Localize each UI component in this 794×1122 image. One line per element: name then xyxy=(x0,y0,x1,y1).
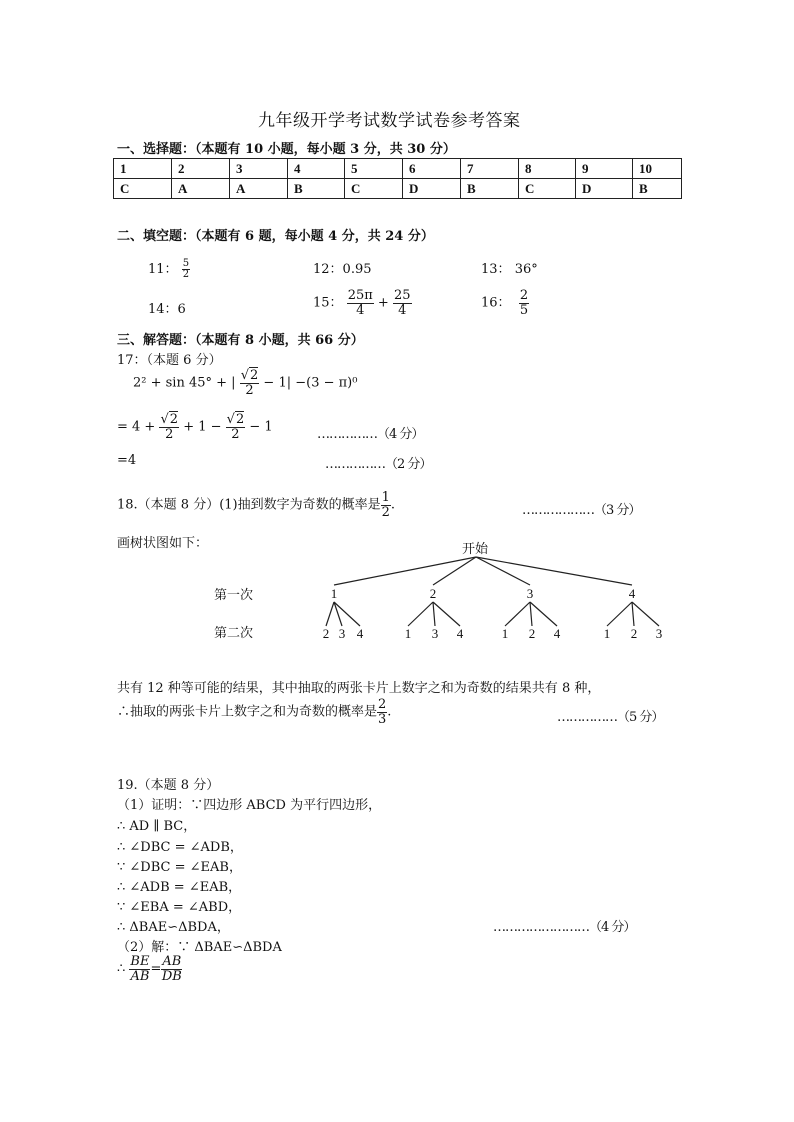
q19-ratio xyxy=(117,955,182,983)
q17-step1 xyxy=(117,413,273,441)
denominator: 5 xyxy=(519,302,529,318)
answer-11 xyxy=(148,258,190,281)
q18-result: 共有 12 种等可能的结果，其中抽取的两张卡片上数字之和为奇数的结果共有 8 种， xyxy=(117,681,601,696)
tree-node-second: 4 xyxy=(356,626,364,641)
section3-heading: 三、解答题：（本题有 8 小题，共 66 分） xyxy=(117,333,364,348)
numerator: 5 xyxy=(182,257,190,269)
tree-branches xyxy=(326,557,659,626)
q19-score: ……………………（4 分） xyxy=(493,920,636,935)
q17-score-1: ……………（4 分） xyxy=(317,427,424,442)
table-cell: 10 xyxy=(633,159,682,179)
answer-12 xyxy=(313,258,372,277)
tree-branch xyxy=(326,602,334,626)
denominator: DB xyxy=(161,968,182,984)
q19-line: ∴ ∠ADB = ∠EAB， xyxy=(117,880,242,895)
period: . xyxy=(390,497,396,513)
tree-branch xyxy=(632,602,634,626)
denominator: 2 xyxy=(231,426,240,442)
denominator: 2 xyxy=(165,426,174,442)
q19-line: （2）解：∵ ΔBAE∽ΔBDA xyxy=(117,940,282,955)
table-cell: D xyxy=(576,179,633,199)
answer-label: 15： xyxy=(313,295,343,311)
answer-14 xyxy=(148,298,186,317)
answer-15 xyxy=(313,289,412,317)
tree-node-second: 4 xyxy=(553,626,561,641)
table-cell: A xyxy=(172,179,230,199)
fraction xyxy=(159,413,179,441)
tree-branch xyxy=(632,602,659,626)
tree-root-label: 开始 xyxy=(462,541,489,556)
numerator: √2 xyxy=(226,412,245,427)
denominator: 2 xyxy=(245,382,254,398)
table-cell: 5 xyxy=(345,159,403,179)
table-cell: C xyxy=(345,179,403,199)
q19-label: 19.（本题 8 分） xyxy=(117,778,220,793)
answer-label: 13： xyxy=(481,262,511,277)
numerator: AB xyxy=(162,954,182,969)
tree-node-second: 3 xyxy=(338,626,346,641)
table-cell: 2 xyxy=(172,159,230,179)
tree-node-first: 2 xyxy=(429,586,437,601)
numerator: √2 xyxy=(240,368,259,383)
tree-node-first: 1 xyxy=(330,586,338,601)
fraction xyxy=(519,289,529,317)
tree-branch xyxy=(408,602,433,626)
q17-label: 17：（本题 6 分） xyxy=(117,353,222,368)
q19-line: ∵ ∠EBA = ∠ABD， xyxy=(117,900,242,915)
radicand: 2 xyxy=(250,368,259,383)
tree-branch xyxy=(476,557,530,585)
denominator: AB xyxy=(130,968,150,984)
table-cell: 1 xyxy=(114,159,172,179)
fraction xyxy=(161,955,182,983)
tree-diagram xyxy=(0,535,794,655)
denominator: 3 xyxy=(378,711,387,727)
therefore-sign: ∴ xyxy=(117,961,126,977)
equals-sign: = xyxy=(150,961,162,977)
fraction xyxy=(129,955,150,983)
q19-line: ∴ AD ∥ BC， xyxy=(117,819,197,834)
answer-label: 12： xyxy=(313,262,343,277)
numerator: 2 xyxy=(378,697,387,712)
table-cell: 9 xyxy=(576,159,633,179)
tree-nodes xyxy=(323,586,663,641)
answer-table xyxy=(113,158,682,199)
numerator: 25 xyxy=(393,288,411,303)
fraction xyxy=(240,369,260,397)
tree-node-second: 4 xyxy=(456,626,464,641)
fraction xyxy=(381,491,391,519)
denominator: 2 xyxy=(182,269,190,280)
page-title: 九年级开学考试数学试卷参考答案 xyxy=(258,111,521,131)
table-cell: 8 xyxy=(519,159,576,179)
expr-part: + 1 − xyxy=(183,419,222,435)
q19-line: （1）证明：∵四边形 ABCD 为平行四边形， xyxy=(117,798,382,813)
tree-node-second: 1 xyxy=(404,626,412,641)
table-cell: 3 xyxy=(230,159,288,179)
table-cell: D xyxy=(403,179,461,199)
tree-intro: 画树状图如下： xyxy=(117,536,209,551)
q19-line: ∴ ∠DBC = ∠ADB， xyxy=(117,840,243,855)
tree-node-second: 2 xyxy=(322,626,330,641)
tree-level2-label: 第二次 xyxy=(214,625,254,640)
tree-node-second: 3 xyxy=(655,626,663,641)
expr-part: = 4 + xyxy=(117,419,156,435)
table-cell: 4 xyxy=(288,159,345,179)
expr-part: − 1 xyxy=(249,419,273,435)
q19-line: ∴ ΔBAE∽ΔBDA， xyxy=(117,920,230,935)
radicand: 2 xyxy=(235,412,245,427)
period: . xyxy=(387,704,392,720)
tree-branch xyxy=(433,602,435,626)
answer-value: 36° xyxy=(514,262,538,277)
numerator: 25π xyxy=(347,288,373,303)
numerator: 2 xyxy=(519,288,529,303)
answer-label: 11： xyxy=(148,262,178,277)
tree-node-first: 3 xyxy=(526,586,534,601)
q18-text: 18.（本题 8 分）(1)抽到数字为奇数的概率是 xyxy=(117,497,381,513)
tree-branch xyxy=(530,602,532,626)
answer-13 xyxy=(481,258,538,277)
table-cell: 7 xyxy=(461,159,519,179)
q17-expression xyxy=(133,369,357,397)
fraction xyxy=(377,698,387,726)
answer-value: 6 xyxy=(177,302,186,317)
table-cell: B xyxy=(288,179,345,199)
answer-table-numbers-row xyxy=(114,159,682,179)
numerator: √2 xyxy=(160,412,179,427)
answer-16 xyxy=(481,289,529,317)
q17-step2: =4 xyxy=(117,453,137,468)
fraction xyxy=(226,413,246,441)
q18-score-2: ……………（5 分） xyxy=(557,710,664,725)
section2-heading: 二、填空题：（本题有 6 题，每小题 4 分，共 24 分） xyxy=(117,229,434,244)
answer-value: 0.95 xyxy=(342,262,372,277)
tree-branch xyxy=(505,602,530,626)
table-cell: 6 xyxy=(403,159,461,179)
tree-branch xyxy=(607,602,632,626)
expr-part: − 1| −(3 − π)⁰ xyxy=(263,375,358,391)
q18-conclusion xyxy=(117,698,391,726)
numerator: BE xyxy=(130,954,150,969)
tree-node-first: 4 xyxy=(628,586,636,601)
fraction xyxy=(393,289,412,317)
table-cell: A xyxy=(230,179,288,199)
tree-branch xyxy=(433,602,460,626)
table-cell: C xyxy=(114,179,172,199)
q18-text: ∴抽取的两张卡片上数字之和为奇数的概率是 xyxy=(117,704,378,720)
denominator: 2 xyxy=(381,504,390,520)
answer-label: 16： xyxy=(481,295,511,311)
tree-node-second: 2 xyxy=(528,626,536,641)
q18-line1 xyxy=(117,491,395,519)
tree-node-second: 1 xyxy=(501,626,509,641)
denominator: 4 xyxy=(356,302,365,318)
tree-node-second: 1 xyxy=(603,626,611,641)
q18-score-1: ………………（3 分） xyxy=(522,503,641,518)
table-cell: B xyxy=(461,179,519,199)
answer-table-answers-row xyxy=(114,179,682,199)
q17-score-2: ……………（2 分） xyxy=(325,457,432,472)
tree-branch xyxy=(476,557,632,585)
answer-label: 14： xyxy=(148,302,178,317)
fraction xyxy=(347,289,374,317)
table-cell: B xyxy=(633,179,682,199)
plus-sign: + xyxy=(377,295,389,311)
expr-part: 2² + sin 45° + | xyxy=(133,375,236,391)
tree-branch xyxy=(530,602,557,626)
section1-heading: 一、选择题：（本题有 10 小题，每小题 3 分，共 30 分） xyxy=(117,142,456,157)
tree-node-second: 3 xyxy=(431,626,439,641)
tree-node-second: 2 xyxy=(630,626,638,641)
denominator: 4 xyxy=(398,302,407,318)
table-cell: C xyxy=(519,179,576,199)
q19-line: ∵ ∠DBC = ∠EAB， xyxy=(117,860,242,875)
fraction xyxy=(182,259,190,281)
radicand: 2 xyxy=(169,412,179,427)
tree-level1-label: 第一次 xyxy=(214,587,254,602)
numerator: 1 xyxy=(381,490,390,505)
